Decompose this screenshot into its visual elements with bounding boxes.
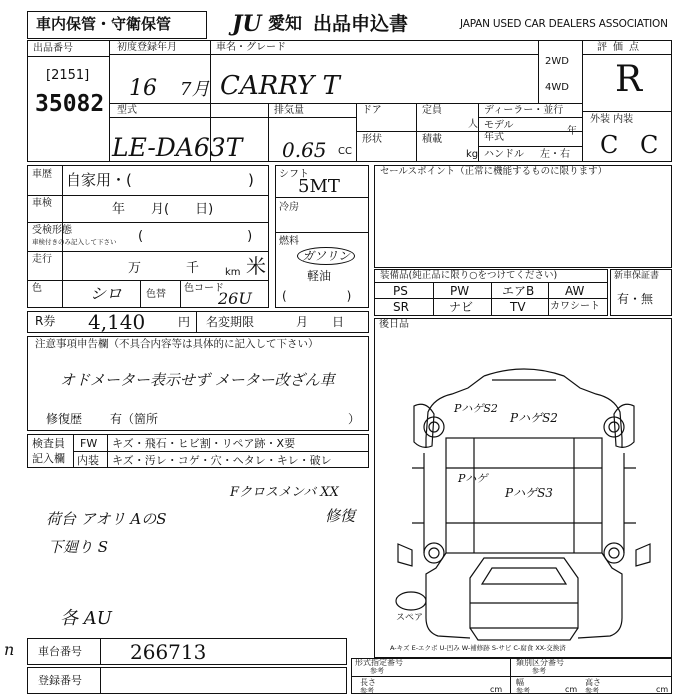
- comment-each: 各 AU: [60, 608, 112, 629]
- color-type-label: 色替: [146, 289, 166, 300]
- name-change-label: 名変期限: [206, 315, 255, 329]
- displacement-value: 0.65: [282, 138, 327, 162]
- fuel-value: ガソリン: [297, 247, 355, 265]
- model-name-value: CARRY T: [220, 71, 340, 101]
- ju-logo: JU: [232, 11, 262, 37]
- org-name: 愛知: [268, 14, 302, 34]
- inspector-label2: 記入欄: [32, 452, 65, 465]
- listing-number: 35082: [35, 91, 105, 117]
- model-name-label: 車名・グレード: [216, 42, 286, 53]
- repair-value: 有（箇所: [110, 412, 159, 426]
- notes-label: 注意事項申告欄（不具合内容等は具体的に記入して下さい）: [35, 338, 319, 350]
- handle-label: ハンドル: [484, 149, 524, 160]
- mileage-unit: km: [225, 267, 241, 278]
- height-ref: 参考: [585, 687, 599, 695]
- margin-mark: n: [4, 640, 15, 659]
- length-unit: cm: [490, 685, 503, 694]
- name-change-value: 月 日: [296, 315, 345, 329]
- storage-title: 車内保管・守衛保管: [36, 15, 172, 33]
- color-code-label: 色コード: [184, 283, 224, 294]
- height-label: 高さ: [585, 678, 601, 687]
- comment-repair: 修復: [325, 507, 356, 525]
- equipment-label: 装備品(純正品に限り○をつけてください): [380, 270, 558, 281]
- fw-items: キズ・飛石・ヒビ割・リペア跡・X要: [112, 437, 296, 450]
- class-label: 類別区分番号: [516, 658, 564, 667]
- repair-label: 修復歴: [46, 412, 83, 426]
- usage-value: 自家用・(: [66, 171, 132, 189]
- equip-tv: TV: [510, 300, 526, 314]
- first-reg-year: 16: [129, 76, 157, 101]
- inspection-label: 車検: [32, 198, 52, 209]
- class-ref: 参考: [532, 667, 546, 675]
- drive-4wd: 4WD: [545, 82, 569, 93]
- usage-label: 車歴: [32, 169, 52, 180]
- width-unit: cm: [565, 685, 578, 694]
- exterior-grade: C: [600, 131, 619, 159]
- damage-legend: A-キズ E-エクボ U-凹み W-補修跡 S-サビ C-腐食 XX-交換済: [390, 644, 566, 652]
- spare-label: スペア: [396, 613, 424, 623]
- equip-aw: AW: [565, 284, 585, 298]
- capacity-label: 定員: [422, 105, 442, 116]
- color-code-value: 26U: [218, 289, 252, 308]
- mileage-label: 走行: [32, 254, 52, 265]
- rear-label: 後日品: [379, 319, 409, 330]
- equip-leather: カワシート: [550, 301, 600, 312]
- damage-mark-1: PハゲS2: [454, 402, 498, 415]
- chassis-label: 車台番号: [38, 645, 82, 658]
- listing-sub-number: [2151]: [46, 68, 90, 83]
- load-label: 積載: [422, 134, 442, 145]
- color-value: シロ: [90, 284, 123, 303]
- sales-point-label: セールスポイント（正常に機能するものに限ります）: [380, 166, 608, 177]
- color-label: 色: [32, 283, 42, 294]
- score-label: 評価点: [597, 42, 645, 53]
- load-unit: kg: [466, 149, 479, 160]
- fuel-paren: ( ): [282, 289, 352, 303]
- equip-navi: ナビ: [449, 300, 474, 314]
- listing-number-label: 出品番号: [33, 43, 73, 54]
- width-ref: 参考: [516, 687, 530, 695]
- model-year-label1: モデル: [484, 120, 514, 131]
- repair-close: ）: [348, 412, 361, 426]
- length-ref: 参考: [360, 687, 374, 695]
- sales-point-box: [374, 165, 672, 268]
- ext-int-label: 外装 内装: [590, 114, 634, 125]
- type-spec-label: 形式指定番号: [355, 658, 403, 667]
- fuel-label: 燃料: [279, 236, 299, 247]
- inspection-value: 年 月( 日): [112, 202, 214, 217]
- warranty-value: 有・無: [617, 292, 654, 306]
- recv-form-label: 受検形態: [32, 225, 72, 236]
- height-unit: cm: [656, 685, 669, 694]
- model-type-value: LE-DA63T: [112, 133, 243, 162]
- damage-mark-3: Pハゲ: [458, 472, 488, 485]
- mileage-sen: 千: [186, 261, 200, 276]
- registration-label: 登録番号: [38, 674, 82, 687]
- model-type-label: 型式: [117, 105, 137, 116]
- form-title: 出品申込書: [313, 13, 409, 35]
- interior-items: キズ・汚レ・コゲ・穴・ヘタレ・キレ・破レ: [112, 454, 332, 467]
- interior-grade: C: [640, 131, 659, 159]
- inspector-label1: 検査員: [32, 437, 65, 450]
- model-year-label2: 年式: [484, 132, 504, 143]
- fuel-option: 軽油: [307, 269, 332, 283]
- recycle-label: R券: [35, 314, 56, 328]
- org-english: JAPAN USED CAR DEALERS ASSOCIATION: [460, 18, 668, 30]
- recv-form-note: 車検付きのみ記入して下さい: [32, 238, 117, 246]
- damage-mark-4: PハゲS3: [505, 486, 553, 500]
- fw-label: FW: [80, 437, 98, 450]
- mileage-mark: 米: [246, 254, 266, 278]
- length-label: 長さ: [360, 678, 376, 687]
- first-reg-label: 初度登録年月: [117, 42, 177, 53]
- displacement-unit: CC: [338, 146, 352, 157]
- width-label: 幅: [516, 678, 524, 687]
- recycle-unit: 円: [178, 315, 191, 329]
- displacement-label: 排気量: [274, 105, 304, 116]
- dealer-label: ディーラー・並行: [484, 105, 564, 116]
- comment-cross-member: Fクロスメンバ XX: [230, 485, 339, 500]
- equip-ps: PS: [393, 284, 408, 298]
- warranty-label: 新車保証書: [614, 271, 660, 281]
- shift-value: 5MT: [298, 176, 340, 197]
- equip-sr: SR: [393, 300, 409, 314]
- first-reg-month: 7月: [180, 79, 210, 100]
- shape-label: 形状: [362, 134, 382, 145]
- recycle-value: 4,140: [88, 310, 146, 334]
- capacity-unit: 人: [468, 119, 478, 130]
- model-year-unit: 年: [567, 126, 577, 137]
- shift-label: シフト: [279, 169, 309, 180]
- usage-close: ): [248, 171, 254, 189]
- chassis-value: 266713: [130, 640, 207, 664]
- notes-line1: オドメーター表示せず メーター改ざん車: [60, 371, 335, 389]
- mileage-man: 万: [128, 261, 142, 276]
- comment-underbody: 下廻り S: [48, 538, 109, 556]
- handle-value: 左・右: [540, 149, 570, 160]
- equip-pw: PW: [450, 284, 470, 298]
- recv-form-value: ( ): [138, 229, 253, 244]
- interior-label: 内装: [77, 454, 99, 467]
- score-value: R: [615, 59, 643, 100]
- comment-cargo: 荷台 アオリ AのS: [46, 510, 167, 528]
- ac-label: 冷房: [279, 202, 299, 213]
- doors-label: ドア: [362, 105, 382, 116]
- damage-mark-2: PハゲS2: [510, 411, 558, 425]
- equip-airbag: エアB: [502, 284, 535, 298]
- type-spec-ref: 参考: [370, 667, 384, 675]
- drive-2wd: 2WD: [545, 56, 569, 67]
